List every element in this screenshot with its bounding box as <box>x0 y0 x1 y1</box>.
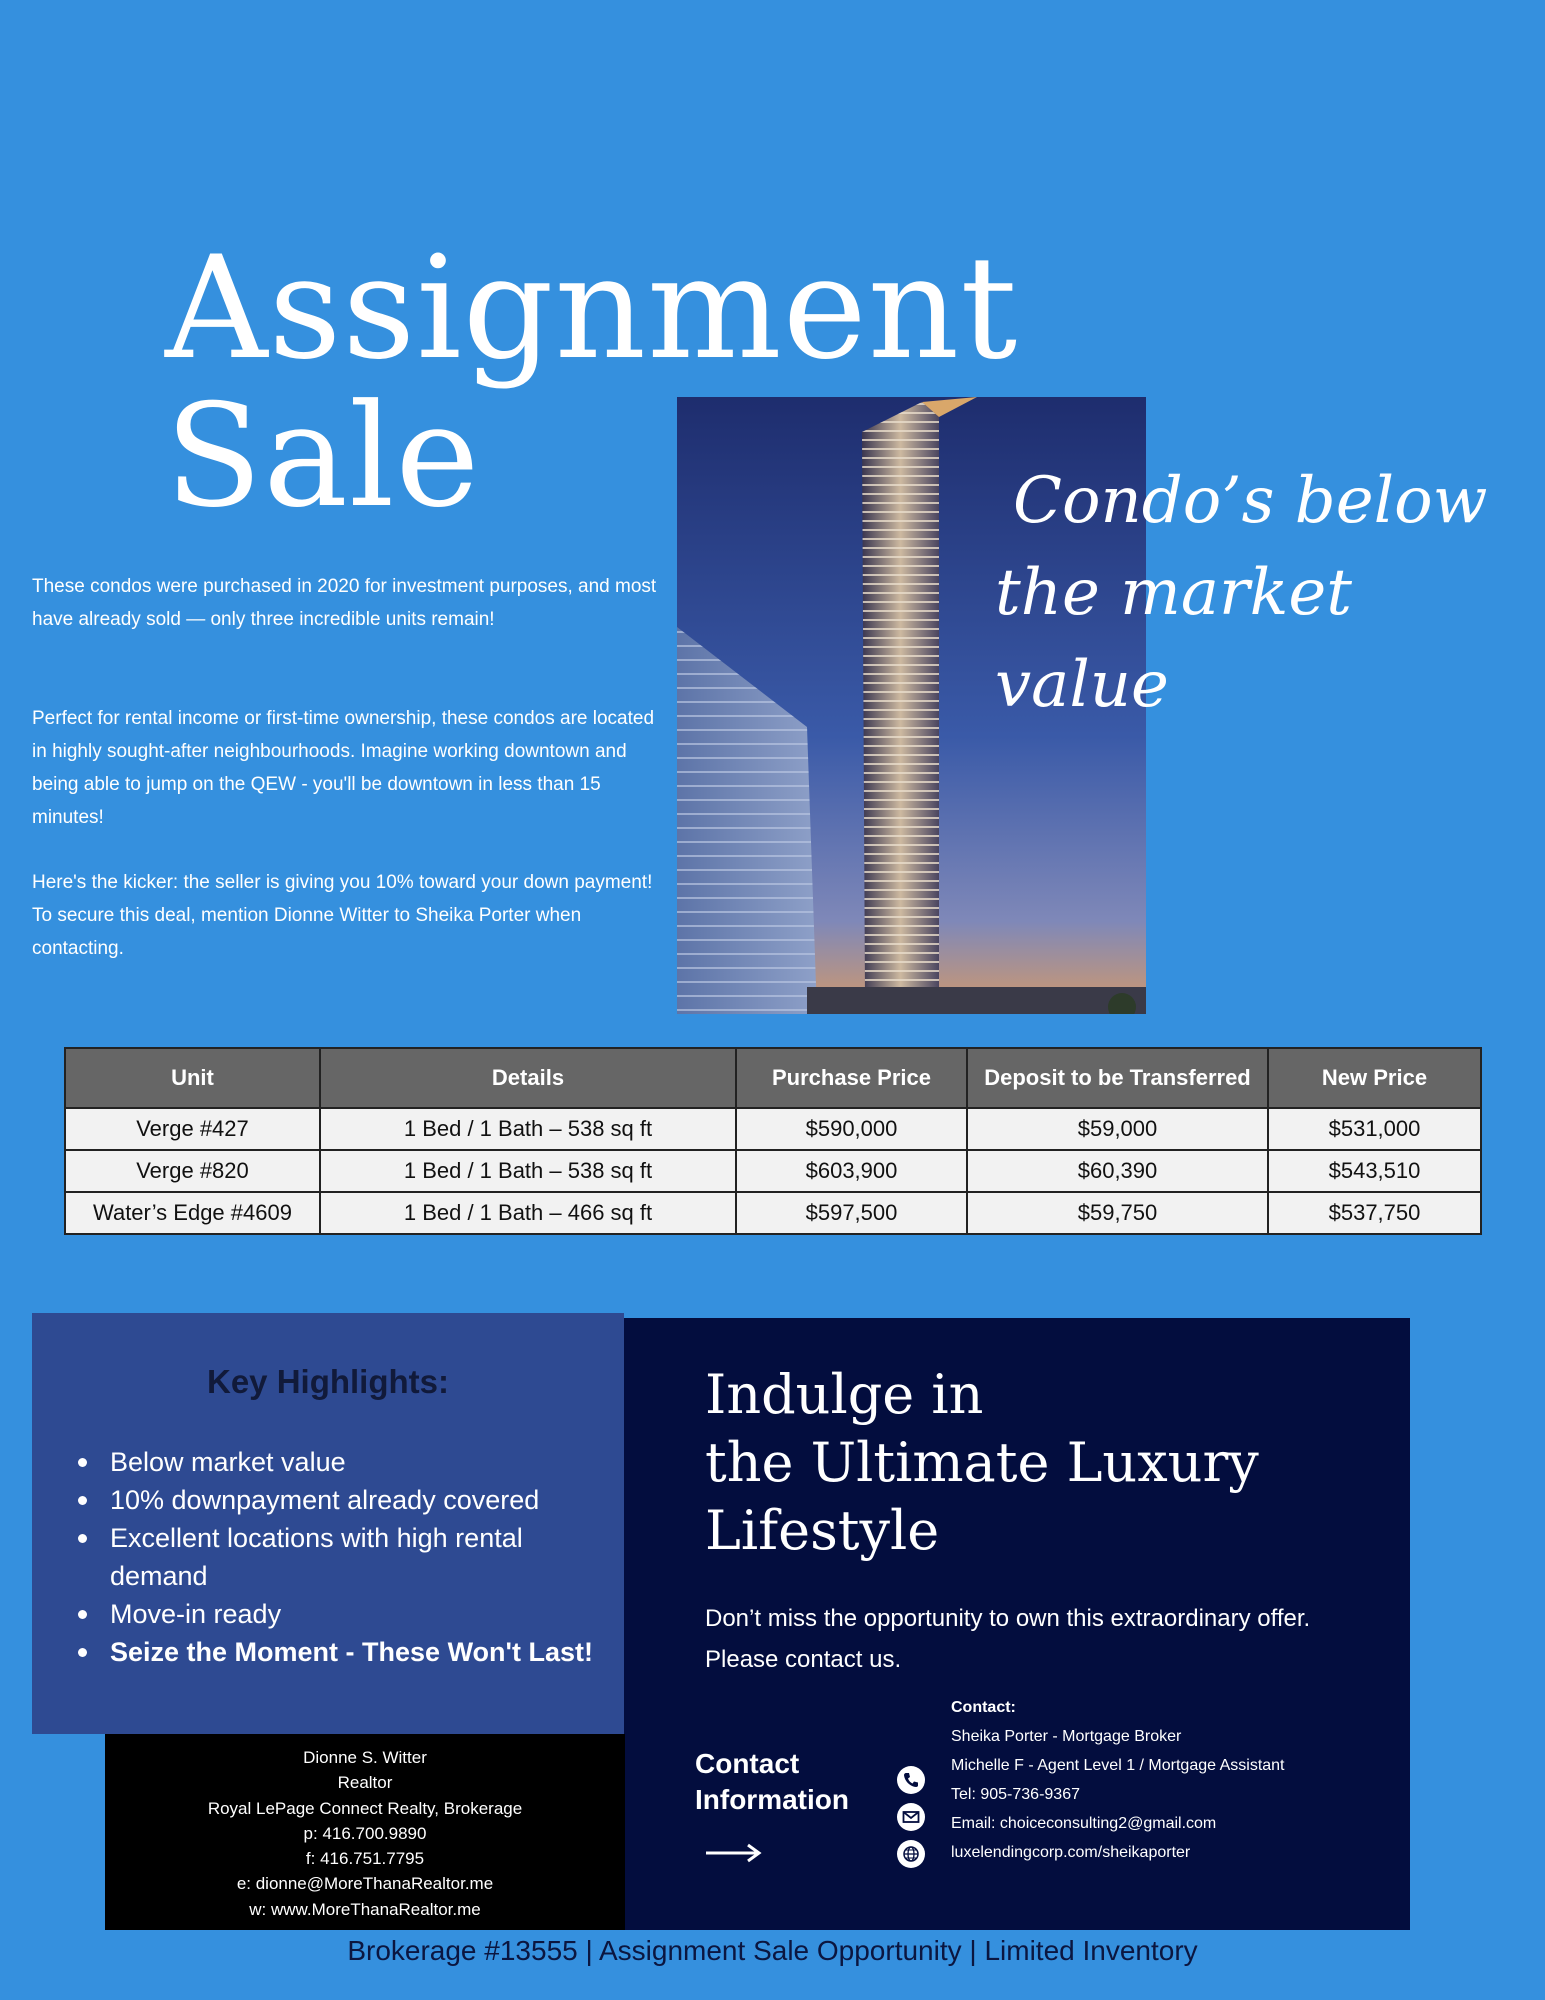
cell-purchase-price: $603,900 <box>736 1150 967 1192</box>
realtor-website[interactable]: w: www.MoreThanaRealtor.me <box>249 1899 481 1919</box>
title-line-2: Sale <box>165 374 481 539</box>
key-highlights-list <box>78 1443 624 1671</box>
highlight-item: Below market value <box>78 1443 624 1481</box>
realtor-phone: p: 416.700.9890 <box>303 1823 427 1843</box>
promo-heading <box>705 1361 1259 1565</box>
cell-unit: Water’s Edge #4609 <box>65 1192 320 1234</box>
cell-new-price: $531,000 <box>1268 1108 1481 1150</box>
contact-website[interactable]: luxelendingcorp.com/sheikaporter <box>951 1844 1191 1861</box>
realtor-name: Dionne S. Witter <box>303 1748 427 1767</box>
promo-heading-line-2: the Ultimate Luxury <box>705 1431 1259 1494</box>
promo-heading-line-1: Indulge in <box>705 1363 984 1426</box>
realtor-email[interactable]: e: dionne@MoreThanaRealtor.me <box>236 1874 494 1894</box>
globe-icon <box>897 1840 925 1868</box>
cell-purchase-price: $590,000 <box>736 1108 967 1150</box>
tagline <box>995 455 1535 731</box>
header-deposit: Deposit to be Transferred <box>967 1048 1268 1108</box>
promo-box <box>624 1318 1410 1930</box>
key-highlights-title: Key Highlights: <box>206 1363 449 1400</box>
contact-email[interactable]: Email: choiceconsulting2@gmail.com <box>951 1815 1217 1832</box>
intro-paragraph-2: Perfect for rental income or first-time ownership, these condos are located in highly sought-after neighbourhoods. Imagine working downtown and being able to jump on the QEW - you'll be downtown in less than 15 minutes! <box>32 708 655 828</box>
phone-icon <box>897 1766 925 1794</box>
contact-name-1: Sheika Porter - Mortgage Broker <box>951 1728 1182 1745</box>
promo-body: Don’t miss the opportunity to own this extraordinary offer. Please contact us. <box>705 1605 1311 1673</box>
key-highlights-box <box>32 1313 624 1734</box>
highlight-item: Move-in ready <box>78 1595 624 1633</box>
cell-details: 1 Bed / 1 Bath – 466 sq ft <box>320 1192 736 1234</box>
realtor-role: Realtor <box>337 1773 393 1793</box>
cell-unit: Verge #820 <box>65 1150 320 1192</box>
cell-new-price: $537,750 <box>1268 1192 1481 1234</box>
cell-details: 1 Bed / 1 Bath – 538 sq ft <box>320 1108 736 1150</box>
contact-heading: Contact: <box>951 1699 1016 1716</box>
intro-paragraph-3: Here's the kicker: the seller is giving you 10% toward your down payment! To secure this deal, mention Dionne Witter to Sheika Porter when contacting. <box>32 872 653 959</box>
header-details: Details <box>320 1048 736 1108</box>
table-row <box>65 1108 1481 1150</box>
contact-icons <box>897 1766 925 1877</box>
mail-icon <box>897 1803 925 1831</box>
highlight-item-emphasis: Seize the Moment - These Won't Last! <box>78 1633 624 1671</box>
realtor-brokerage: Royal LePage Connect Realty, Brokerage <box>207 1798 523 1818</box>
table-row <box>65 1192 1481 1234</box>
table-row <box>65 1150 1481 1192</box>
cell-deposit: $59,000 <box>967 1108 1268 1150</box>
cell-details: 1 Bed / 1 Bath – 538 sq ft <box>320 1150 736 1192</box>
cell-unit: Verge #427 <box>65 1108 320 1150</box>
units-table <box>64 1047 1480 1235</box>
contact-information-line-1: Contact <box>695 1748 800 1779</box>
contact-information-label <box>695 1746 849 1818</box>
tagline-line-1: Condo’s below <box>1013 464 1488 538</box>
header-unit: Unit <box>65 1048 320 1108</box>
contact-tel: Tel: 905-736-9367 <box>951 1786 1080 1803</box>
contact-information-line-2: Information <box>695 1784 849 1815</box>
realtor-card <box>105 1734 625 1930</box>
realtor-fax: f: 416.751.7795 <box>305 1849 425 1869</box>
cell-deposit: $59,750 <box>967 1192 1268 1234</box>
arrow-right-icon <box>704 1843 762 1868</box>
footer-text: Brokerage #13555 | Assignment Sale Opportunity | Limited Inventory <box>347 1935 1198 1966</box>
tagline-line-2: the market value <box>995 556 1352 722</box>
cell-new-price: $543,510 <box>1268 1150 1481 1192</box>
highlight-item: 10% downpayment already covered <box>78 1481 624 1519</box>
header-new-price: New Price <box>1268 1048 1481 1108</box>
contact-name-2: Michelle F - Agent Level 1 / Mortgage Assistant <box>951 1757 1285 1774</box>
cell-purchase-price: $597,500 <box>736 1192 967 1234</box>
title-line-1: Assignment <box>165 226 1019 391</box>
highlight-item: Excellent locations with high rental demand <box>78 1519 624 1595</box>
cell-deposit: $60,390 <box>967 1150 1268 1192</box>
contact-details <box>951 1693 1285 1867</box>
intro-paragraph-1: These condos were purchased in 2020 for investment purposes, and most have already sold — only three incredible units remain! <box>32 576 657 630</box>
table-header-row <box>65 1048 1481 1108</box>
promo-heading-line-3: Lifestyle <box>705 1499 940 1562</box>
header-purchase-price: Purchase Price <box>736 1048 967 1108</box>
